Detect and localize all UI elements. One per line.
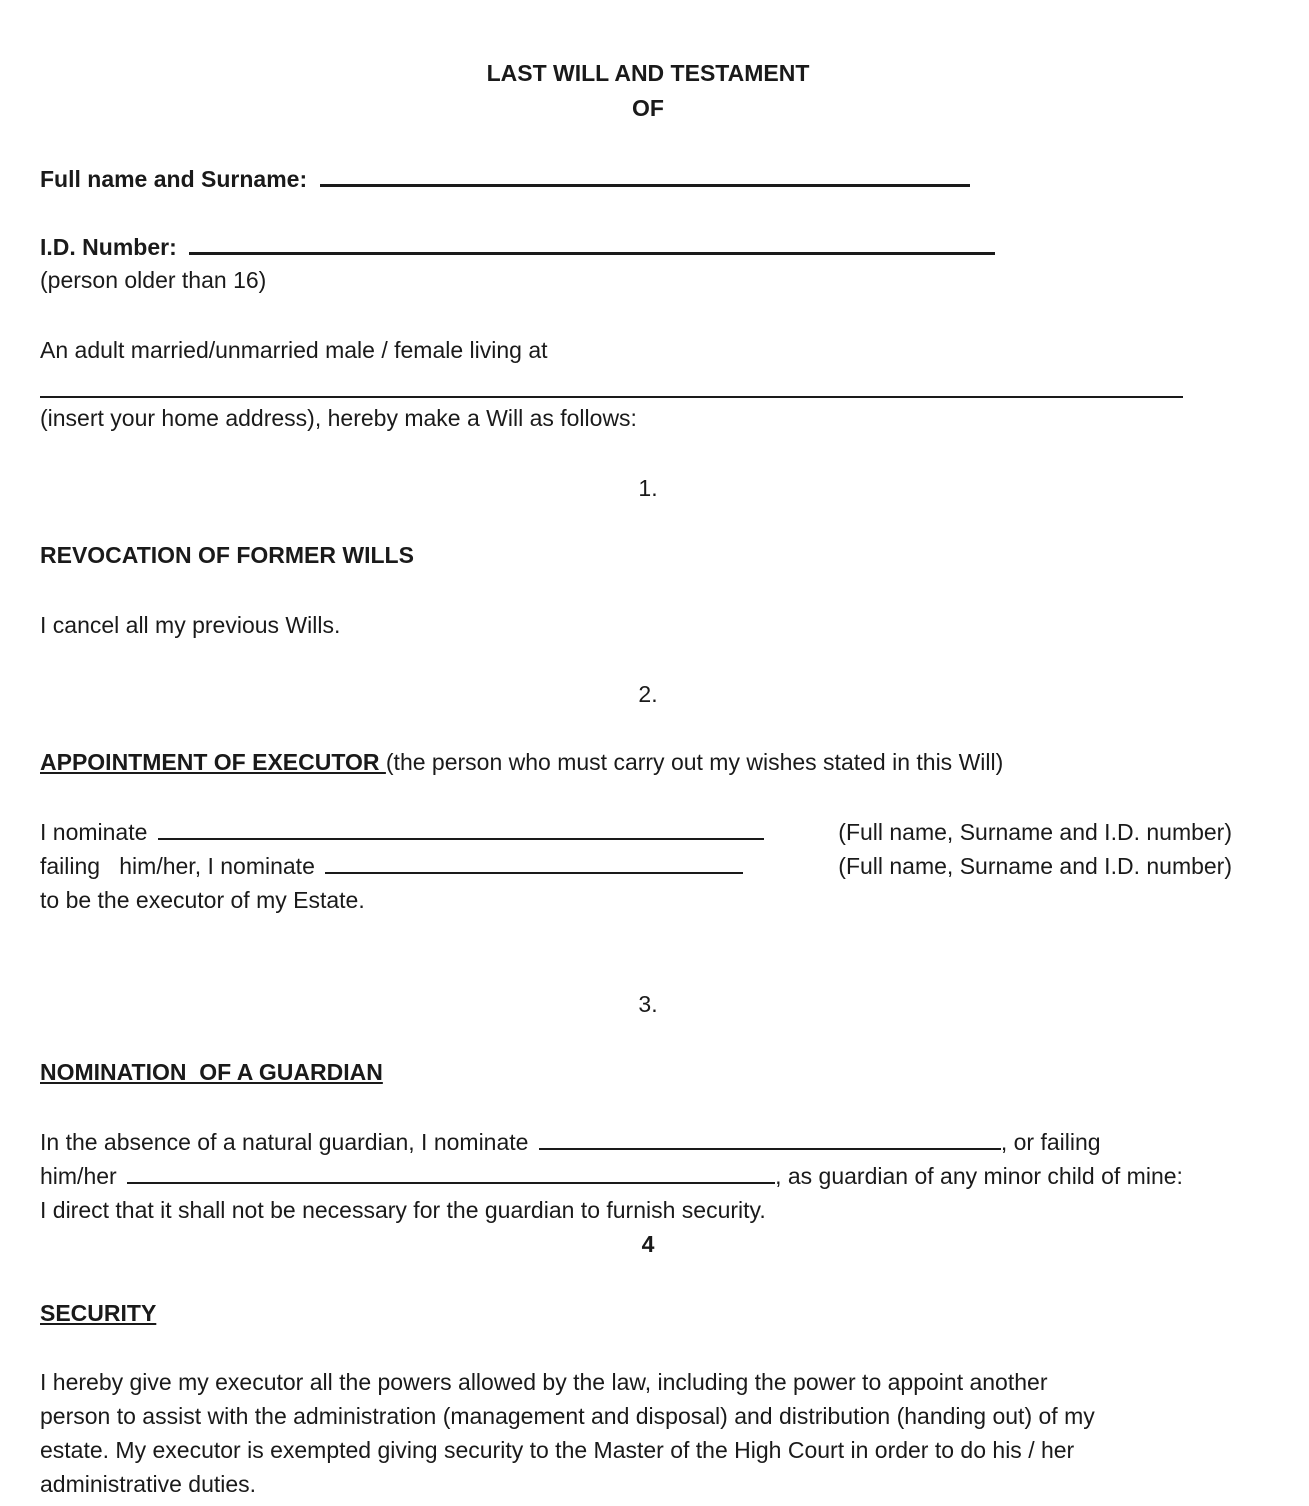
- guardian-line-1-prefix: In the absence of a natural guardian, I nominate: [40, 1129, 529, 1155]
- address-intro: An adult married/unmarried male / female living at: [40, 337, 548, 363]
- security-line-4: administrative duties.: [40, 1471, 257, 1497]
- full-name-row: [40, 164, 970, 192]
- id-number-field[interactable]: [189, 232, 995, 255]
- id-number-note: (person older than 16): [40, 267, 267, 293]
- executor-heading-row: [40, 749, 1003, 775]
- revocation-text: I cancel all my previous Wills.: [40, 612, 341, 638]
- guardian-line-2-suffix: , as guardian of any minor child of mine:: [775, 1163, 1183, 1189]
- section-heading-security: SECURITY: [40, 1300, 157, 1326]
- full-name-field[interactable]: [320, 164, 970, 187]
- id-number-row: [40, 232, 995, 260]
- section-heading-revocation: REVOCATION OF FORMER WILLS: [40, 542, 414, 568]
- section-heading-executor: APPOINTMENT OF EXECUTOR: [40, 749, 386, 775]
- executor-line-2: [40, 852, 1232, 879]
- section-number-3: 3.: [638, 991, 658, 1017]
- guardian-name-field[interactable]: [539, 1128, 1001, 1150]
- executor-line-1-prefix: I nominate: [40, 819, 148, 845]
- guardian-line-3: I direct that it shall not be necessary for the guardian to furnish security.: [40, 1197, 766, 1223]
- executor-line-2-suffix: (Full name, Surname and I.D. number): [838, 853, 1232, 879]
- executor-line-1: [40, 818, 1232, 845]
- executor-heading-note: (the person who must carry out my wishes stated in this Will): [385, 749, 1004, 775]
- address-field[interactable]: [40, 374, 1183, 398]
- section-heading-guardian: NOMINATION OF A GUARDIAN: [40, 1059, 383, 1085]
- guardian-line-1-suffix: , or failing: [1000, 1129, 1101, 1155]
- alternate-executor-field[interactable]: [325, 852, 743, 874]
- address-note: (insert your home address), hereby make a Will as follows:: [40, 405, 637, 431]
- executor-name-field[interactable]: [158, 818, 764, 840]
- section-number-4: 4: [641, 1231, 655, 1257]
- executor-line-2-prefix: failing him/her, I nominate: [40, 853, 315, 879]
- address-row: [40, 374, 1183, 403]
- security-line-3: estate. My executor is exempted giving security to the Master of the High Court in order to do his / her: [40, 1437, 1075, 1463]
- guardian-line-2: [40, 1162, 1245, 1189]
- full-name-label: Full name and Surname:: [40, 166, 308, 192]
- id-number-label: I.D. Number:: [40, 234, 177, 260]
- executor-line-1-suffix: (Full name, Surname and I.D. number): [838, 819, 1232, 845]
- security-line-2: person to assist with the administration (management and disposal) and distribution (handing out) of my: [40, 1403, 1095, 1429]
- security-line-1: I hereby give my executor all the powers allowed by the law, including the power to appoint another: [40, 1369, 1048, 1395]
- alternate-guardian-field[interactable]: [127, 1162, 775, 1184]
- guardian-line-1: [40, 1128, 1101, 1155]
- executor-line-3: to be the executor of my Estate.: [40, 887, 365, 913]
- guardian-line-2-prefix: him/her: [40, 1163, 117, 1189]
- document-title: LAST WILL AND TESTAMENT: [486, 60, 810, 86]
- section-number-2: 2.: [638, 681, 658, 707]
- document-subtitle: OF: [632, 95, 664, 121]
- section-number-1: 1.: [638, 475, 658, 501]
